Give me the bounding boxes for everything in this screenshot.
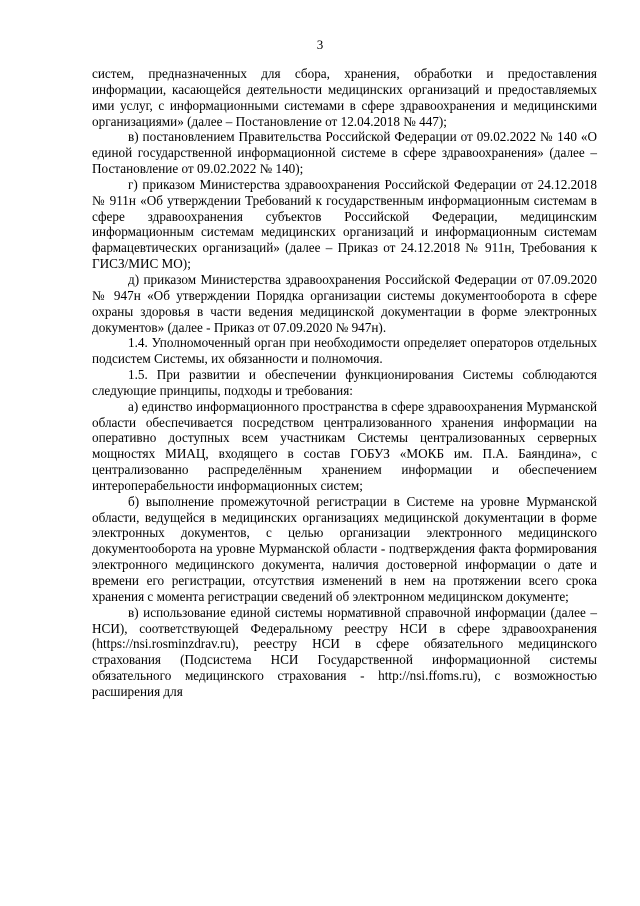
paragraph-principle-b: б) выполнение промежуточной регистрации в Системе на уровне Мурманской области, ведущейся в медицинских организациях медицинской документации в форме электронных документов, с целью организации электронного медицинского документооборота на уровне Мурманской области - подтверждения факта формирования электронного медицинского документа, наличия достоверной информации о дате и времени его регистрации, отсутствия изменений в нем на протяжении всего срока хранения с момента регистрации сведений об электронном медицинском документе; [92,493,597,604]
document-body [92,66,597,700]
paragraph-item-v-resolution-140: в) постановлением Правительства Российской Федерации от 09.02.2022 № 140 «О единой государственной информационной системе в сфере здравоохранения» (далее – Постановление от 09.02.2022 № 140); [92,129,597,177]
paragraph-item-g-order-911n: г) приказом Министерства здравоохранения Российской Федерации от 24.12.2018 № 911н «Об утверждении Требований к государственным информационным системам в сфере здравоохранения субъектов Российской Федерации, медицинским информационным системам медицинских организаций и информационным системам фармацевтических организаций» (далее – Приказ от 24.12.2018 № 911н, Требования к ГИСЗ/МИС МО); [92,176,597,272]
page-number: 3 [316,37,324,52]
paragraph-continuation: систем, предназначенных для сбора, хранения, обработки и предоставления информации, касающейся деятельности медицинских организаций и предоставляемых ими услуг, с информационными системами в сфере здравоохранения и медицинскими организациями» (далее – Постановление от 12.04.2018 № 447); [92,66,597,129]
paragraph-section-1-5: 1.5. При развитии и обеспечении функционирования Системы соблюдаются следующие принципы, подходы и требования: [92,367,597,398]
paragraph-section-1-4: 1.4. Уполномоченный орган при необходимости определяет операторов отдельных подсистем Системы, их обязанности и полномочия. [92,335,597,367]
paragraph-item-d-order-947n: д) приказом Министерства здравоохранения Российской Федерации от 07.09.2020 № 947н «Об утверждении Порядка организации системы документооборота в сфере охраны здоровья в части ведения медицинской документации в форме электронных документов» (далее - Приказ от 07.09.2020 № 947н). [92,271,597,335]
paragraph-principle-v: в) использование единой системы нормативной справочной информации (далее – НСИ), соответствующей Федеральному реестру НСИ в сфере здравоохранения (https://nsi.rosminzdrav.ru), реестру НСИ в сфере обязательного медицинского страхования (Подсистема НСИ Государственной информационной системы обязательного медицинского страхования - http://nsi.ffoms.ru), с возможностью расширения для [92,604,597,699]
paragraph-principle-a: а) единство информационного пространства в сфере здравоохранения Мурманской области обеспечивается посредством централизованного хранения информации на оперативно доступных всем участникам Системы централизованных серверных мощностях МИАЦ, входящего в состав ГОБУЗ «МОКБ им. П.А. Баяндина», с централизованно распределённым хранением информации и обеспечением интероперабельности информационных систем; [92,398,597,493]
